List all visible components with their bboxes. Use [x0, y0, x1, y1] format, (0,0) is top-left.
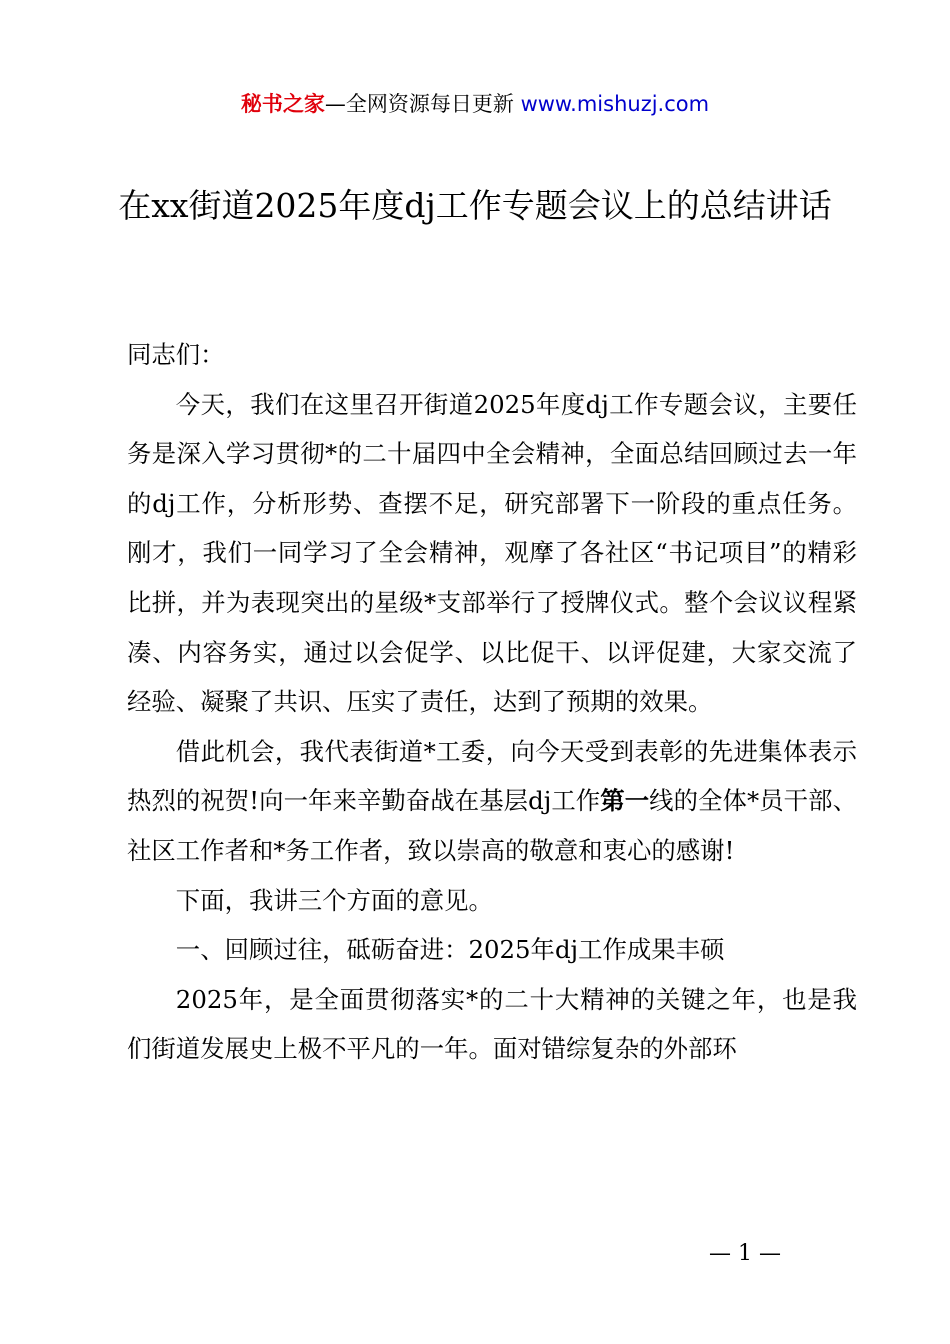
- paragraph-thanks-bold: 第一: [600, 786, 650, 816]
- page-number: — 1 —: [709, 1241, 781, 1266]
- section-heading-1: 一、回顾过往，砥砺奋进：2025年dj工作成果丰硕: [175, 935, 725, 965]
- site-url-link[interactable]: www.mishuzj.com: [520, 92, 710, 116]
- paragraph-outline: 下面，我讲三个方面的意见。: [175, 885, 493, 915]
- paragraph-thanks-part-2: 线的全体*员干部、社区工作者和*务工作者，致以崇高的敬意和衷心的感谢!: [127, 786, 857, 865]
- paragraph-review: 2025年，是全面贯彻落实*的二十大精神的关键之年，也是我们街道发展史上极不平凡的一年。面对错综复杂的外部环: [127, 984, 857, 1064]
- salutation: 同志们：: [127, 340, 225, 369]
- document-title: 在xx街道2025年度dj工作专题会议上的总结讲话: [118, 186, 832, 225]
- paragraph-thanks: [127, 727, 857, 876]
- document-body: [127, 330, 857, 1074]
- paragraph-opening: 今天，我们在这里召开街道2025年度dj工作专题会议，主要任务是深入学习贯彻*的二十届四中全会精神，全面总结回顾过去一年的dj工作，分析形势、查摆不足，研究部署下一阶段的重点任务。刚才，我们一同学习了全会精神，观摩了各社区“书记项目”的精彩比拼，并为表现突出的星级*支部举行了授牌仪式。整个会议议程紧凑、内容务实，通过以会促学、以比促干、以评促建，大家交流了经验、凝聚了共识、压实了责任，达到了预期的效果。: [127, 389, 857, 717]
- brand-name: 秘书之家: [240, 92, 325, 116]
- paragraph-thanks-part-1: 借此机会，我代表街道*工委，向今天受到表彰的先进集体表示热烈的祝贺!向一年来辛勤奋战在基层dj工作: [127, 736, 857, 816]
- site-header: [0, 88, 950, 120]
- header-tagline: —全网资源每日更新: [324, 92, 514, 116]
